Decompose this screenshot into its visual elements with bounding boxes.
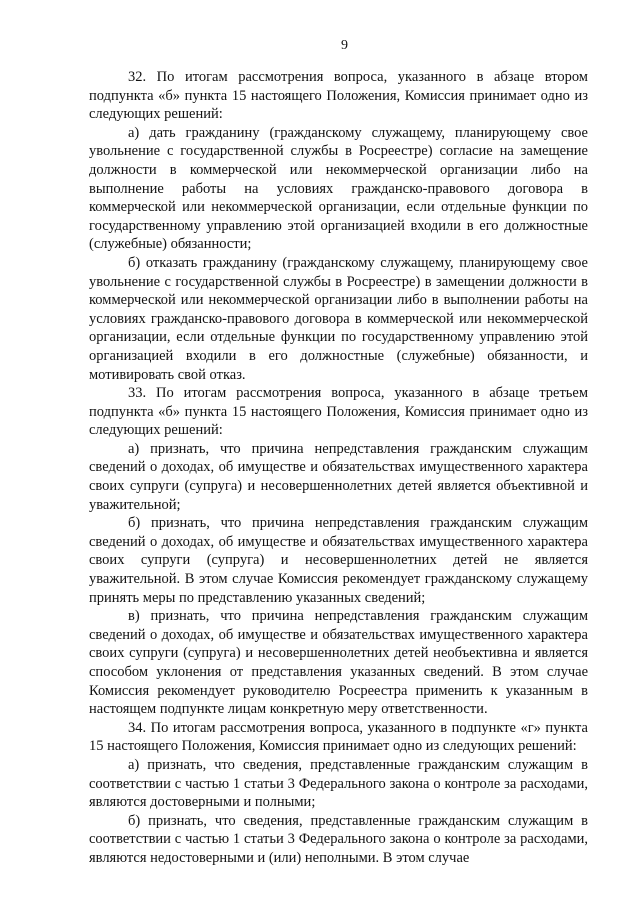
paragraph-34: 34. По итогам рассмотрения вопроса, указанного в подпункте «г» пункта 15 настоящего Положения, Комиссия принимает одно из следующих решений: (89, 719, 588, 755)
paragraph-33-c: в) признать, что причина непредставления гражданским служащим сведений о доходах, об имуществе и обязательствах имущественного характера своих супруги (супруга) и несовершеннолетних детей необъективна и является способом уклонения от представления указанных сведений. В этом случае Комиссия рекомендует руководителю Росреестра применить к указанным в настоящем подпункте лицам конкретную меру ответственности. (89, 608, 588, 718)
paragraph-33-a: а) признать, что причина непредставления гражданским служащим сведений о доходах, об имуществе и обязательствах имущественного характера своих супруги (супруга) и несовершеннолетних детей является объективной и уважительной; (89, 440, 588, 513)
paragraph-34-a: а) признать, что сведения, представленные гражданским служащим в соответствии с частью 1 статьи 3 Федерального закона о контроле за расходами, являются достоверными и полными; (89, 756, 588, 811)
paragraph-32-b: б) отказать гражданину (гражданскому служащему, планирующему свое увольнение с государственной службы в Росреестре) в замещении должности в коммерческой или некоммерческой организации либо в выполнении работы на условиях гражданско-правового договора в коммерческой или некоммерческой организации, если отдельные функции по государственному управлению этой организацией входили в его должностные (служебные) обязанности, и мотивировать свой отказ. (89, 254, 588, 383)
paragraph-32-a: а) дать гражданину (гражданскому служащему, планирующему свое увольнение с государственной службы в Росреестре) согласие на замещение должности в коммерческой или некоммерческой организации либо на выполнение работы на условиях гражданско-правового договора в коммерческой или некоммерческой организации, если отдельные функции по государственному управлению этой организацией входили в его должностные (служебные) обязанности; (89, 124, 588, 253)
paragraph-33: 33. По итогам рассмотрения вопроса, указанного в абзаце третьем подпункта «б» пункта 15 настоящего Положения, Комиссия принимает одно из следующих решений: (89, 385, 588, 439)
paragraph-32: 32. По итогам рассмотрения вопроса, указанного в абзаце втором подпункта «б» пункта 15 настоящего Положения, Комиссия принимает одно из следующих решений: (89, 69, 588, 123)
paragraph-33-b: б) признать, что причина непредставления гражданским служащим сведений о доходах, об имуществе и обязательствах имущественного характера своих супруги (супруга) и несовершеннолетних детей не является уважительной. В этом случае Комиссия рекомендует гражданскому служащему принять меры по представлению указанных сведений; (89, 515, 588, 606)
paragraph-34-b: б) признать, что сведения, представленные гражданским служащим в соответствии с частью 1 статьи 3 Федерального закона о контроле за расходами, являются недостоверными и (или) неполными. В этом случае (89, 812, 588, 866)
page-number: 9 (341, 38, 348, 53)
